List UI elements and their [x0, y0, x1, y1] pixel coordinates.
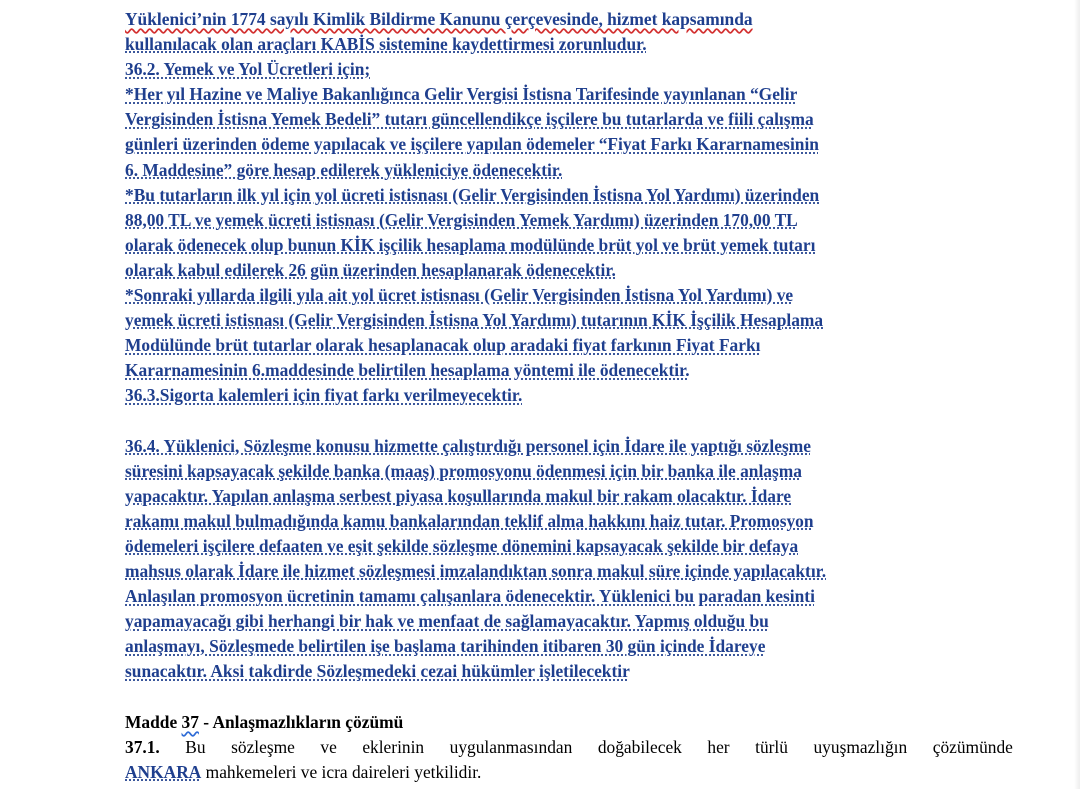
text-line: [125, 609, 1015, 634]
text-line-content: 36.4. Yüklenici, Sözleşme konusu hizmette çalıştırdığı personel için İdare ile yaptığı sözleşme: [125, 435, 811, 456]
clause-line-1-words: [125, 735, 1013, 760]
clause-word: türlü: [755, 736, 788, 757]
text-line-content: anlaşmayı, Sözleşmede belirtilen işe başlama tarihinden itibaren 30 gün içinde İdareye: [125, 636, 766, 657]
text-line-content: Yüklenici’nin 1774 sayılı Kimlik Bildirme Kanunu çerçevesinde, hizmet kapsamında: [125, 9, 753, 29]
blank-line: [125, 409, 1015, 434]
clause-line-2: [125, 760, 1015, 785]
text-line: [125, 484, 1015, 509]
page-edge-shadow: [1074, 0, 1080, 789]
text-line-content: olarak kabul edilerek 26 gün üzerinden hesaplanarak ödenecektir.: [125, 259, 616, 280]
text-line-content: 88,00 TL ve yemek ücreti istisnası (Gelir Vergisinden Yemek Yardımı) üzerinden 170,00 TL: [125, 209, 798, 230]
text-line-content: *Her yıl Hazine ve Maliye Bakanlığınca Gelir Vergisi İstisna Tarifesinde yayınlanan “Gelir: [125, 84, 798, 105]
text-line: [125, 459, 1015, 484]
text-line: [125, 283, 1015, 308]
article-number: 37: [181, 711, 199, 732]
section-36-4-block: [125, 434, 1015, 685]
text-line-content: günleri üzerinden ödeme yapılacak ve işçilere yapılan ödemeler “Fiyat Farkı Kararnamesinin: [125, 134, 819, 155]
clause-word: sözleşme: [231, 736, 295, 757]
clause-number: 37.1.: [125, 736, 160, 757]
clause-word: Bu: [185, 736, 206, 757]
text-line: [125, 233, 1015, 258]
text-line: [125, 308, 1015, 333]
clause-word: ve: [320, 736, 337, 757]
clause-line-1: [125, 735, 1015, 760]
text-line-content: rakamı makul bulmadığında kamu bankalarından teklif alma hakkını haiz tutar. Promosyon: [125, 510, 814, 531]
article-heading-prefix: Madde: [125, 711, 182, 732]
text-line: [125, 82, 1015, 107]
clause-word: her: [707, 736, 730, 757]
text-line: [125, 158, 1015, 183]
clause-word: uyuşmazlığın: [813, 736, 908, 757]
text-line-content: Vergisinden İstisna Yemek Bedeli” tutarı güncellendikçe işçilere bu tutarlarda ve fiili çalışma: [125, 109, 814, 130]
text-line-content: süresini kapsayacak şekilde banka (maaş) promosyonu ödenmesi için bir banka ile anlaşma: [125, 460, 802, 481]
text-line: [125, 7, 1015, 32]
text-line-content: Anlaşılan promosyon ücretinin tamamı çalışanlara ödenecektir. Yüklenici bu paradan kesinti: [125, 586, 815, 607]
text-line: [125, 534, 1015, 559]
text-line-content: yapacaktır. Yapılan anlaşma serbest piyasa koşullarında makul bir rakam olacaktır. İdare: [125, 485, 792, 506]
text-line-content: kullanılacak olan araçları KABİS sistemine kaydettirmesi zorunludur.: [125, 34, 647, 55]
text-line: [125, 183, 1015, 208]
text-line: [125, 208, 1015, 233]
text-line: [125, 333, 1015, 358]
clause-line-2-text: mahkemeleri ve icra daireleri yetkilidir.: [201, 761, 482, 782]
article-heading: [125, 710, 1015, 735]
text-line: [125, 107, 1015, 132]
clause-word: çözümünde: [932, 736, 1013, 757]
text-line-content: Kararnamesinin 6.maddesinde belirtilen hesaplama yöntemi ile ödenecektir.: [125, 360, 690, 381]
article-heading-title: - Anlaşmazlıkların çözümü: [198, 711, 404, 732]
text-line-content: Modülünde brüt tutarlar olarak hesaplanacak olup aradaki fiyat farkının Fiyat Farkı: [125, 335, 761, 356]
text-line-content: 36.2. Yemek ve Yol Ücretleri için;: [125, 59, 371, 80]
clause-word: doğabilecek: [597, 736, 682, 757]
text-line: [125, 32, 1015, 57]
text-line: [125, 258, 1015, 283]
text-line-content: *Bu tutarların ilk yıl için yol ücreti istisnası (Gelir Vergisinden İstisna Yol Yardımı) üzerinden: [125, 184, 820, 205]
clause-word: uygulanmasından: [449, 736, 573, 757]
text-line-content: yapamayacağı gibi herhangi bir hak ve menfaat de sağlamayacaktır. Yapmış olduğu bu: [125, 611, 769, 632]
text-line-content: olarak ödenecek olup bunun KİK işçilik hesaplama modülünde brüt yol ve brüt yemek tutarı: [125, 234, 816, 255]
text-line: [125, 509, 1015, 534]
subsection-heading-36-2: [125, 57, 1015, 82]
clause-word: eklerinin: [362, 736, 425, 757]
text-line-content: *Sonraki yıllarda ilgili yıla ait yol ücret istisnası (Gelir Vergisinden İstisna Yol Yardımı) ve: [125, 285, 794, 306]
text-line: [125, 584, 1015, 609]
text-line: [125, 434, 1015, 459]
text-line-content: mahsus olarak İdare ile hizmet sözleşmesi imzalandıktan sonra makul süre içinde yapılacaktır.: [125, 561, 827, 582]
blank-line: [125, 685, 1015, 710]
text-line-content: 6. Maddesine” göre hesap edilerek yükleniciye ödenecektir.: [125, 159, 563, 180]
text-line: [125, 358, 1015, 383]
city-name: ANKARA: [125, 761, 202, 782]
text-line-content: yemek ücreti istisnası (Gelir Vergisinden İstisna Yol Yardımı) tutarının KİK İşçilik Hesaplama: [125, 310, 824, 331]
text-line: [125, 659, 1015, 684]
text-line-content: ödemeleri işçilere defaaten ve eşit şekilde sözleşme dönemini kapsayacak şekilde bir defaya: [125, 535, 799, 556]
document-page: [125, 7, 1015, 785]
section-36-block: [125, 7, 1015, 409]
text-line-content: sunacaktır. Aksi takdirde Sözleşmedeki cezai hükümler işletilecektir: [125, 661, 630, 682]
text-line: [125, 559, 1015, 584]
text-line-content: 36.3.Sigorta kalemleri için fiyat farkı verilmeyecektir.: [125, 385, 523, 406]
text-line: [125, 132, 1015, 157]
text-line: [125, 634, 1015, 659]
subsection-heading-36-3: [125, 383, 1015, 408]
